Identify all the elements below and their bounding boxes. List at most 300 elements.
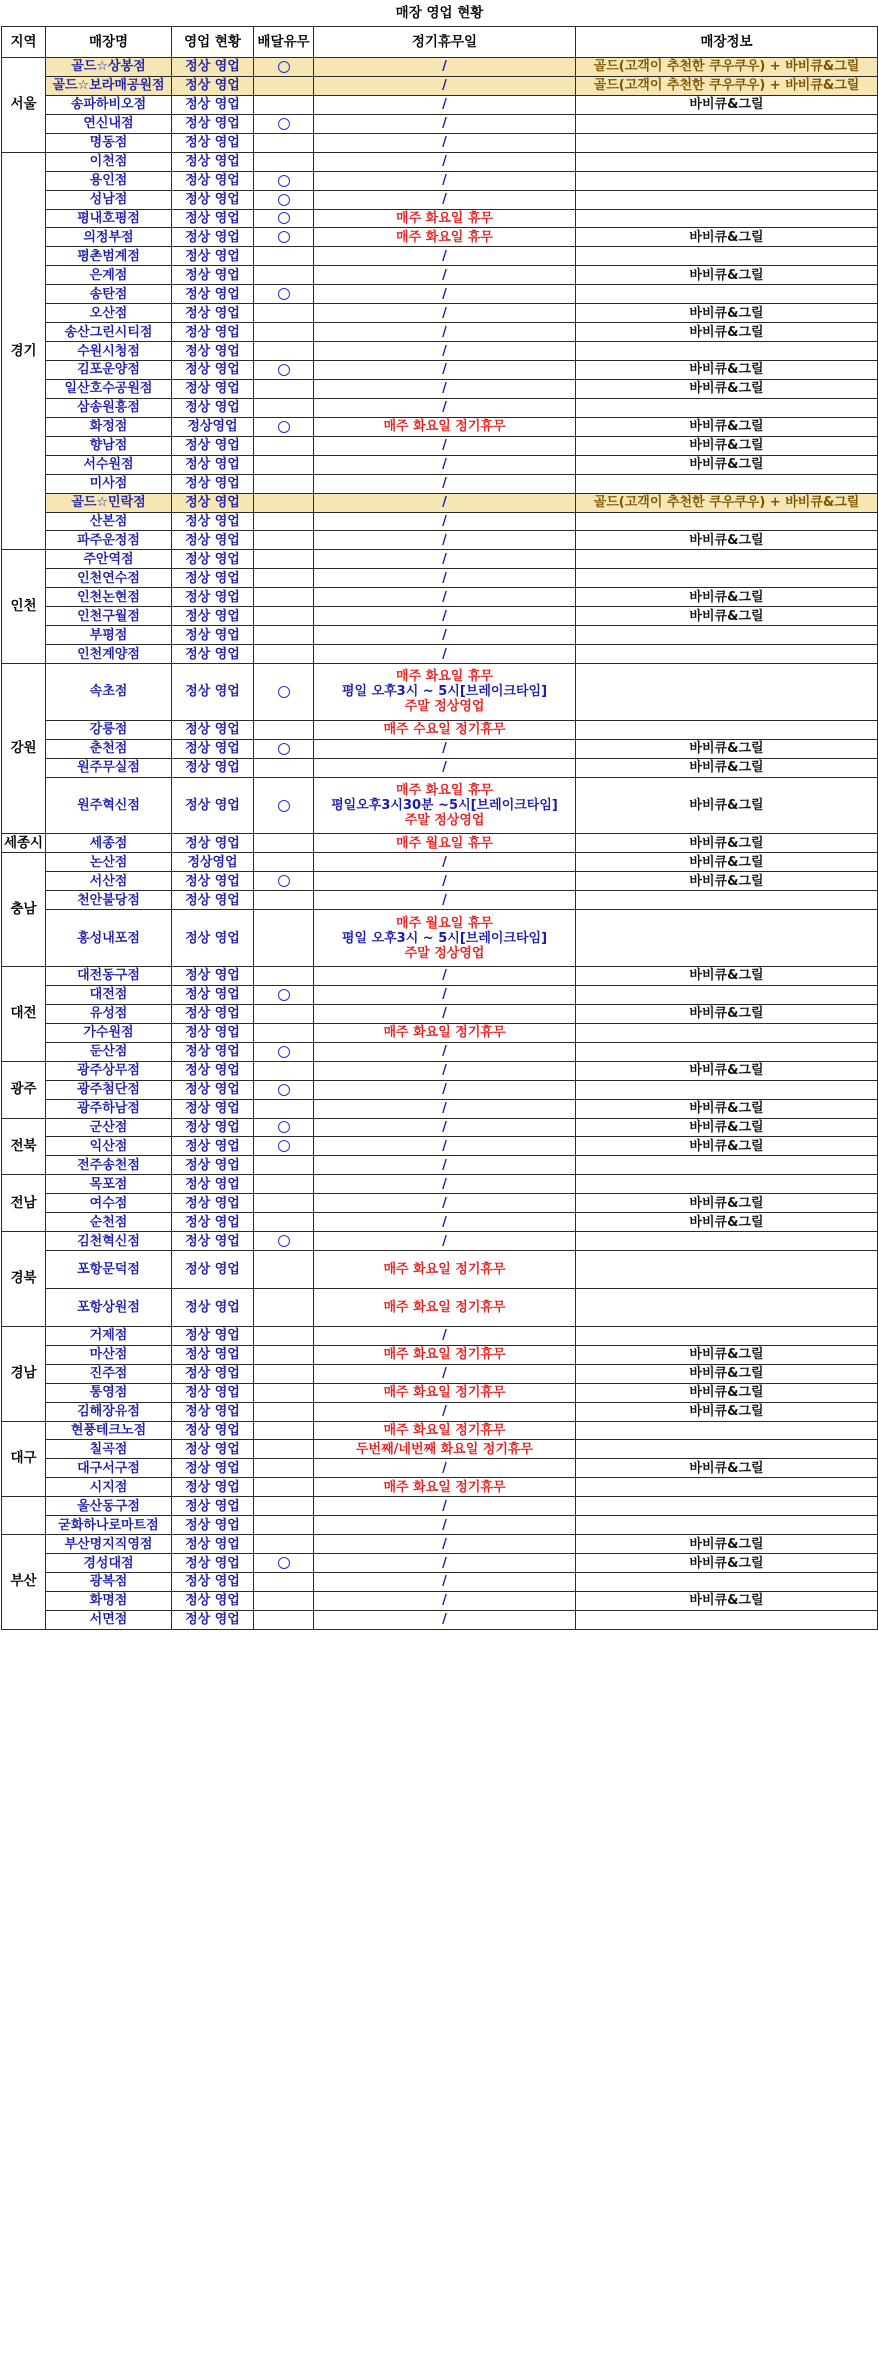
status-cell: 정상 영업 xyxy=(172,228,254,247)
page-title: 매장 영업 현황 xyxy=(2,0,878,27)
status-cell: 정상 영업 xyxy=(172,1573,254,1592)
holiday-cell: / xyxy=(314,739,576,758)
table-row xyxy=(2,872,878,891)
region-cell: 충남 xyxy=(2,853,46,967)
holiday-cell: / xyxy=(314,398,576,417)
status-cell: 정상 영업 xyxy=(172,607,254,626)
holiday-cell: / xyxy=(314,1573,576,1592)
delivery-cell xyxy=(254,361,314,380)
store-name: 향남점 xyxy=(46,436,172,455)
holiday-cell: / xyxy=(314,436,576,455)
region-cell: 전남 xyxy=(2,1175,46,1232)
holiday-cell: 두번째/네번째 화요일 정기휴무 xyxy=(314,1440,576,1459)
store-name: 마산점 xyxy=(46,1345,172,1364)
status-cell: 정상 영업 xyxy=(172,304,254,323)
holiday-cell: / xyxy=(314,304,576,323)
table-row xyxy=(2,58,878,77)
delivery-cell xyxy=(254,1042,314,1061)
status-cell: 정상 영업 xyxy=(172,1288,254,1326)
holiday-cell: 매주 화요일 휴무 xyxy=(314,209,576,228)
table-row xyxy=(2,266,878,285)
store-name: 이천점 xyxy=(46,152,172,171)
delivery-cell xyxy=(254,1421,314,1440)
holiday-cell: 매주 화요일 정기휴무 xyxy=(314,1383,576,1402)
table-row xyxy=(2,247,878,266)
table-row xyxy=(2,209,878,228)
holiday-cell: / xyxy=(314,133,576,152)
status-cell: 정상 영업 xyxy=(172,152,254,171)
table-row xyxy=(2,645,878,664)
delivery-cell xyxy=(254,1023,314,1042)
holiday-cell: / xyxy=(314,361,576,380)
store-name: 대전점 xyxy=(46,985,172,1004)
store-info-cell: 바비큐&그릴 xyxy=(576,323,878,342)
table-row xyxy=(2,777,878,834)
holiday-line: 주말 정상영업 xyxy=(404,699,485,715)
status-cell: 정상 영업 xyxy=(172,1345,254,1364)
status-cell: 정상 영업 xyxy=(172,95,254,114)
holiday-line: 주말 정상영업 xyxy=(404,945,485,961)
table-row xyxy=(2,379,878,398)
status-cell: 정상 영업 xyxy=(172,171,254,190)
status-cell: 정상 영업 xyxy=(172,512,254,531)
circle-mark-icon xyxy=(278,743,290,755)
store-name: 세종점 xyxy=(46,834,172,853)
table-row xyxy=(2,1383,878,1402)
table-row xyxy=(2,531,878,550)
status-cell: 정상 영업 xyxy=(172,1554,254,1573)
store-info-cell: 바비큐&그릴 xyxy=(576,588,878,607)
table-row xyxy=(2,114,878,133)
holiday-cell: / xyxy=(314,1156,576,1175)
delivery-cell xyxy=(254,1251,314,1289)
delivery-cell xyxy=(254,1004,314,1023)
delivery-cell xyxy=(254,1516,314,1535)
status-cell: 정상 영업 xyxy=(172,1156,254,1175)
table-row xyxy=(2,834,878,853)
delivery-cell xyxy=(254,1326,314,1345)
store-name: 김해장유점 xyxy=(46,1402,172,1421)
status-cell: 정상 영업 xyxy=(172,1421,254,1440)
table-row xyxy=(2,1288,878,1326)
table-row xyxy=(2,967,878,986)
table-row xyxy=(2,342,878,361)
status-cell: 정상 영업 xyxy=(172,1516,254,1535)
status-cell: 정상 영업 xyxy=(172,266,254,285)
holiday-line: 매주 화요일 휴무 xyxy=(396,669,493,685)
status-cell: 정상 영업 xyxy=(172,1383,254,1402)
store-info-cell: 바비큐&그릴 xyxy=(576,228,878,247)
holiday-cell: / xyxy=(314,1497,576,1516)
region-cell: 경북 xyxy=(2,1232,46,1327)
holiday-cell: 매주 수요일 정기휴무 xyxy=(314,720,576,739)
holiday-cell: / xyxy=(314,285,576,304)
table-row xyxy=(2,1459,878,1478)
header-region: 지역 xyxy=(2,27,46,58)
store-name: 원주혁신점 xyxy=(46,777,172,834)
store-name: 홍성내포점 xyxy=(46,910,172,967)
delivery-cell xyxy=(254,531,314,550)
store-info-cell: 바비큐&그릴 xyxy=(576,361,878,380)
store-name: 인천구월점 xyxy=(46,607,172,626)
delivery-cell xyxy=(254,304,314,323)
delivery-cell xyxy=(254,1402,314,1421)
store-info-cell: 바비큐&그릴 xyxy=(576,531,878,550)
delivery-cell xyxy=(254,872,314,891)
holiday-cell: / xyxy=(314,1610,576,1629)
delivery-cell xyxy=(254,588,314,607)
delivery-cell xyxy=(254,1497,314,1516)
store-name: 가수원점 xyxy=(46,1023,172,1042)
region-cell: 경남 xyxy=(2,1326,46,1421)
delivery-cell xyxy=(254,58,314,77)
holiday-cell: 매주 화요일 휴무 xyxy=(314,228,576,247)
store-name: 성남점 xyxy=(46,190,172,209)
store-name: 광주하남점 xyxy=(46,1099,172,1118)
region-cell: 강원 xyxy=(2,664,46,834)
store-info-cell: 바비큐&그릴 xyxy=(576,455,878,474)
holiday-line: 평일 오후3시 ~ 5시[브레이크타임] xyxy=(341,930,548,946)
store-name: 용인점 xyxy=(46,171,172,190)
table-row xyxy=(2,758,878,777)
store-info-cell: 골드(고객이 추천한 쿠우쿠우) + 바비큐&그릴 xyxy=(576,58,878,77)
holiday-cell: / xyxy=(314,758,576,777)
table-row xyxy=(2,474,878,493)
holiday-cell: 매주 화요일 정기휴무 xyxy=(314,1478,576,1497)
store-info-cell: 바비큐&그릴 xyxy=(576,266,878,285)
status-cell: 정상 영업 xyxy=(172,720,254,739)
delivery-cell xyxy=(254,1099,314,1118)
table-row xyxy=(2,588,878,607)
store-name: 산본점 xyxy=(46,512,172,531)
delivery-cell xyxy=(254,891,314,910)
store-status-table xyxy=(1,0,878,1630)
store-name: 미사점 xyxy=(46,474,172,493)
region-cell: 전북 xyxy=(2,1118,46,1175)
title-row xyxy=(2,0,878,27)
store-info-cell xyxy=(576,152,878,171)
delivery-cell xyxy=(254,455,314,474)
store-name: 서산점 xyxy=(46,872,172,891)
store-info-cell: 바비큐&그릴 xyxy=(576,834,878,853)
store-info-cell: 바비큐&그릴 xyxy=(576,1591,878,1610)
store-name: 굳화하나로마트점 xyxy=(46,1516,172,1535)
store-info-cell xyxy=(576,209,878,228)
table-row xyxy=(2,1478,878,1497)
store-info-cell: 바비큐&그릴 xyxy=(576,758,878,777)
store-name: 시지점 xyxy=(46,1478,172,1497)
table-row xyxy=(2,436,878,455)
table-row xyxy=(2,607,878,626)
holiday-cell: / xyxy=(314,607,576,626)
store-name: 삼송원흥점 xyxy=(46,398,172,417)
circle-mark-icon xyxy=(278,175,290,187)
status-cell: 정상 영업 xyxy=(172,114,254,133)
store-info-cell: 바비큐&그릴 xyxy=(576,1004,878,1023)
table-row xyxy=(2,133,878,152)
store-name: 수원시청점 xyxy=(46,342,172,361)
status-cell: 정상 영업 xyxy=(172,1061,254,1080)
delivery-cell xyxy=(254,967,314,986)
circle-mark-icon xyxy=(278,875,290,887)
store-info-cell xyxy=(576,247,878,266)
holiday-cell: / xyxy=(314,891,576,910)
delivery-cell xyxy=(254,323,314,342)
circle-mark-icon xyxy=(278,194,290,206)
store-info-cell: 바비큐&그릴 xyxy=(576,1554,878,1573)
table-row xyxy=(2,1156,878,1175)
store-name: 인천논현점 xyxy=(46,588,172,607)
status-cell: 정상 영업 xyxy=(172,569,254,588)
region-cell: 광주 xyxy=(2,1061,46,1118)
store-info-cell xyxy=(576,1175,878,1194)
delivery-cell xyxy=(254,209,314,228)
status-cell: 정상 영업 xyxy=(172,891,254,910)
status-cell: 정상 영업 xyxy=(172,455,254,474)
status-cell: 정상 영업 xyxy=(172,1232,254,1251)
status-cell: 정상 영업 xyxy=(172,626,254,645)
store-name: 송탄점 xyxy=(46,285,172,304)
delivery-cell xyxy=(254,171,314,190)
holiday-cell: / xyxy=(314,1232,576,1251)
store-info-cell: 골드(고객이 추천한 쿠우쿠우) + 바비큐&그릴 xyxy=(576,493,878,512)
store-info-cell xyxy=(576,1610,878,1629)
store-name: 연신내점 xyxy=(46,114,172,133)
holiday-cell: / xyxy=(314,1080,576,1099)
region-cell: 경기 xyxy=(2,152,46,550)
store-name: 목포점 xyxy=(46,1175,172,1194)
table-row xyxy=(2,152,878,171)
table-row xyxy=(2,1497,878,1516)
circle-mark-icon xyxy=(278,800,290,812)
delivery-cell xyxy=(254,474,314,493)
store-name: 진주점 xyxy=(46,1364,172,1383)
delivery-cell xyxy=(254,720,314,739)
status-cell: 정상 영업 xyxy=(172,1042,254,1061)
store-info-cell: 바비큐&그릴 xyxy=(576,436,878,455)
status-cell: 정상 영업 xyxy=(172,872,254,891)
store-name: 현풍테크노점 xyxy=(46,1421,172,1440)
store-info-cell xyxy=(576,626,878,645)
store-name: 인천계양점 xyxy=(46,645,172,664)
table-row xyxy=(2,1042,878,1061)
holiday-cell: 매주 화요일 정기휴무 xyxy=(314,1421,576,1440)
delivery-cell xyxy=(254,190,314,209)
store-info-cell xyxy=(576,720,878,739)
status-cell: 정상 영업 xyxy=(172,1326,254,1345)
status-cell: 정상 영업 xyxy=(172,436,254,455)
status-cell: 정상 영업 xyxy=(172,758,254,777)
delivery-cell xyxy=(254,133,314,152)
delivery-cell xyxy=(254,76,314,95)
header-row xyxy=(2,27,878,58)
status-cell: 정상 영업 xyxy=(172,985,254,1004)
store-info-cell: 바비큐&그릴 xyxy=(576,1535,878,1554)
store-name: 천안불당점 xyxy=(46,891,172,910)
status-cell: 정상 영업 xyxy=(172,474,254,493)
table-row xyxy=(2,1137,878,1156)
holiday-cell: 매주 화요일 정기휴무 xyxy=(314,1288,576,1326)
holiday-cell: 매주 화요일 정기휴무 xyxy=(314,1251,576,1289)
circle-mark-icon xyxy=(278,118,290,130)
status-cell: 정상 영업 xyxy=(172,645,254,664)
store-name: 광주첨단점 xyxy=(46,1080,172,1099)
holiday-cell: / xyxy=(314,872,576,891)
header-status: 영업 현황 xyxy=(172,27,254,58)
store-info-cell xyxy=(576,114,878,133)
holiday-cell: / xyxy=(314,1175,576,1194)
circle-mark-icon xyxy=(278,1140,290,1152)
table-row xyxy=(2,1118,878,1137)
store-name: 대구서구점 xyxy=(46,1459,172,1478)
store-name: 화명점 xyxy=(46,1591,172,1610)
store-info-cell: 바비큐&그릴 xyxy=(576,777,878,834)
region-cell: 인천 xyxy=(2,550,46,664)
status-cell: 정상 영업 xyxy=(172,379,254,398)
store-info-cell xyxy=(576,664,878,721)
status-cell: 정상 영업 xyxy=(172,588,254,607)
delivery-cell xyxy=(254,228,314,247)
table-row xyxy=(2,550,878,569)
region-cell: 부산 xyxy=(2,1535,46,1630)
store-name: 골드☆보라매공원점 xyxy=(46,76,172,95)
store-info-cell xyxy=(576,569,878,588)
table-row xyxy=(2,1535,878,1554)
table-row xyxy=(2,95,878,114)
delivery-cell xyxy=(254,569,314,588)
store-name: 여수점 xyxy=(46,1194,172,1213)
status-cell: 정상 영업 xyxy=(172,1080,254,1099)
store-name: 골드☆상봉점 xyxy=(46,58,172,77)
delivery-cell xyxy=(254,1573,314,1592)
holiday-cell: / xyxy=(314,1554,576,1573)
delivery-cell xyxy=(254,247,314,266)
delivery-cell xyxy=(254,95,314,114)
circle-mark-icon xyxy=(278,1084,290,1096)
store-name: 파주운정점 xyxy=(46,531,172,550)
delivery-cell xyxy=(254,1554,314,1573)
holiday-cell: / xyxy=(314,58,576,77)
table-row xyxy=(2,1023,878,1042)
holiday-cell xyxy=(314,664,576,721)
table-row xyxy=(2,891,878,910)
store-info-cell xyxy=(576,171,878,190)
status-cell: 정상 영업 xyxy=(172,1591,254,1610)
holiday-cell: / xyxy=(314,1516,576,1535)
holiday-cell: / xyxy=(314,853,576,872)
holiday-line: 주말 정상영업 xyxy=(404,813,485,829)
delivery-cell xyxy=(254,1137,314,1156)
holiday-line: 매주 화요일 휴무 xyxy=(396,783,493,799)
status-cell: 정상 영업 xyxy=(172,493,254,512)
store-info-cell: 바비큐&그릴 xyxy=(576,304,878,323)
holiday-cell xyxy=(314,777,576,834)
circle-mark-icon xyxy=(278,212,290,224)
status-cell: 정상 영업 xyxy=(172,1137,254,1156)
store-name: 일산호수공원점 xyxy=(46,379,172,398)
delivery-cell xyxy=(254,1591,314,1610)
table-row xyxy=(2,1345,878,1364)
delivery-cell xyxy=(254,512,314,531)
holiday-cell: / xyxy=(314,985,576,1004)
store-info-cell xyxy=(576,398,878,417)
table-row xyxy=(2,664,878,721)
store-info-cell: 바비큐&그릴 xyxy=(576,1383,878,1402)
holiday-cell: / xyxy=(314,323,576,342)
delivery-cell xyxy=(254,493,314,512)
delivery-cell xyxy=(254,1610,314,1629)
store-name: 칠곡점 xyxy=(46,1440,172,1459)
table-row xyxy=(2,190,878,209)
holiday-line: 평일 오후3시 ~ 5시[브레이크타임] xyxy=(341,684,548,700)
delivery-cell xyxy=(254,985,314,1004)
store-name: 주안역점 xyxy=(46,550,172,569)
status-cell: 정상 영업 xyxy=(172,1440,254,1459)
store-name: 대전동구점 xyxy=(46,967,172,986)
store-info-cell: 바비큐&그릴 xyxy=(576,1099,878,1118)
delivery-cell xyxy=(254,645,314,664)
delivery-cell xyxy=(254,626,314,645)
status-cell: 정상 영업 xyxy=(172,361,254,380)
delivery-cell xyxy=(254,152,314,171)
table-row xyxy=(2,1251,878,1289)
store-info-cell xyxy=(576,985,878,1004)
table-row xyxy=(2,285,878,304)
status-cell: 정상 영업 xyxy=(172,1023,254,1042)
store-info-cell xyxy=(576,512,878,531)
holiday-cell: / xyxy=(314,967,576,986)
holiday-line: 평일오후3시30분 ~5시[브레이크타임] xyxy=(331,798,558,814)
store-info-cell xyxy=(576,1497,878,1516)
table-row xyxy=(2,720,878,739)
store-info-cell xyxy=(576,285,878,304)
store-info-cell: 바비큐&그릴 xyxy=(576,1402,878,1421)
delivery-cell xyxy=(254,1118,314,1137)
delivery-cell xyxy=(254,417,314,436)
holiday-cell: / xyxy=(314,645,576,664)
header-store-info: 매장정보 xyxy=(576,27,878,58)
circle-mark-icon xyxy=(278,1046,290,1058)
store-info-cell xyxy=(576,1326,878,1345)
status-cell: 정상 영업 xyxy=(172,247,254,266)
store-info-cell xyxy=(576,910,878,967)
store-name: 김천혁신점 xyxy=(46,1232,172,1251)
table-row xyxy=(2,1402,878,1421)
holiday-cell: / xyxy=(314,247,576,266)
table-row xyxy=(2,398,878,417)
holiday-cell: / xyxy=(314,1326,576,1345)
store-name: 경성대점 xyxy=(46,1554,172,1573)
status-cell: 정상 영업 xyxy=(172,739,254,758)
table-row xyxy=(2,1421,878,1440)
circle-mark-icon xyxy=(278,231,290,243)
holiday-cell: 매주 화요일 정기휴무 xyxy=(314,1345,576,1364)
store-info-cell xyxy=(576,1440,878,1459)
holiday-cell: / xyxy=(314,1137,576,1156)
store-info-cell xyxy=(576,1288,878,1326)
store-info-cell xyxy=(576,1516,878,1535)
holiday-cell: / xyxy=(314,1118,576,1137)
delivery-cell xyxy=(254,1364,314,1383)
store-name: 송파하비오점 xyxy=(46,95,172,114)
delivery-cell xyxy=(254,607,314,626)
table-row xyxy=(2,417,878,436)
holiday-cell: / xyxy=(314,550,576,569)
store-info-cell xyxy=(576,1156,878,1175)
store-name: 평촌범계점 xyxy=(46,247,172,266)
holiday-cell: 매주 화요일 정기휴무 xyxy=(314,417,576,436)
table-row xyxy=(2,1232,878,1251)
